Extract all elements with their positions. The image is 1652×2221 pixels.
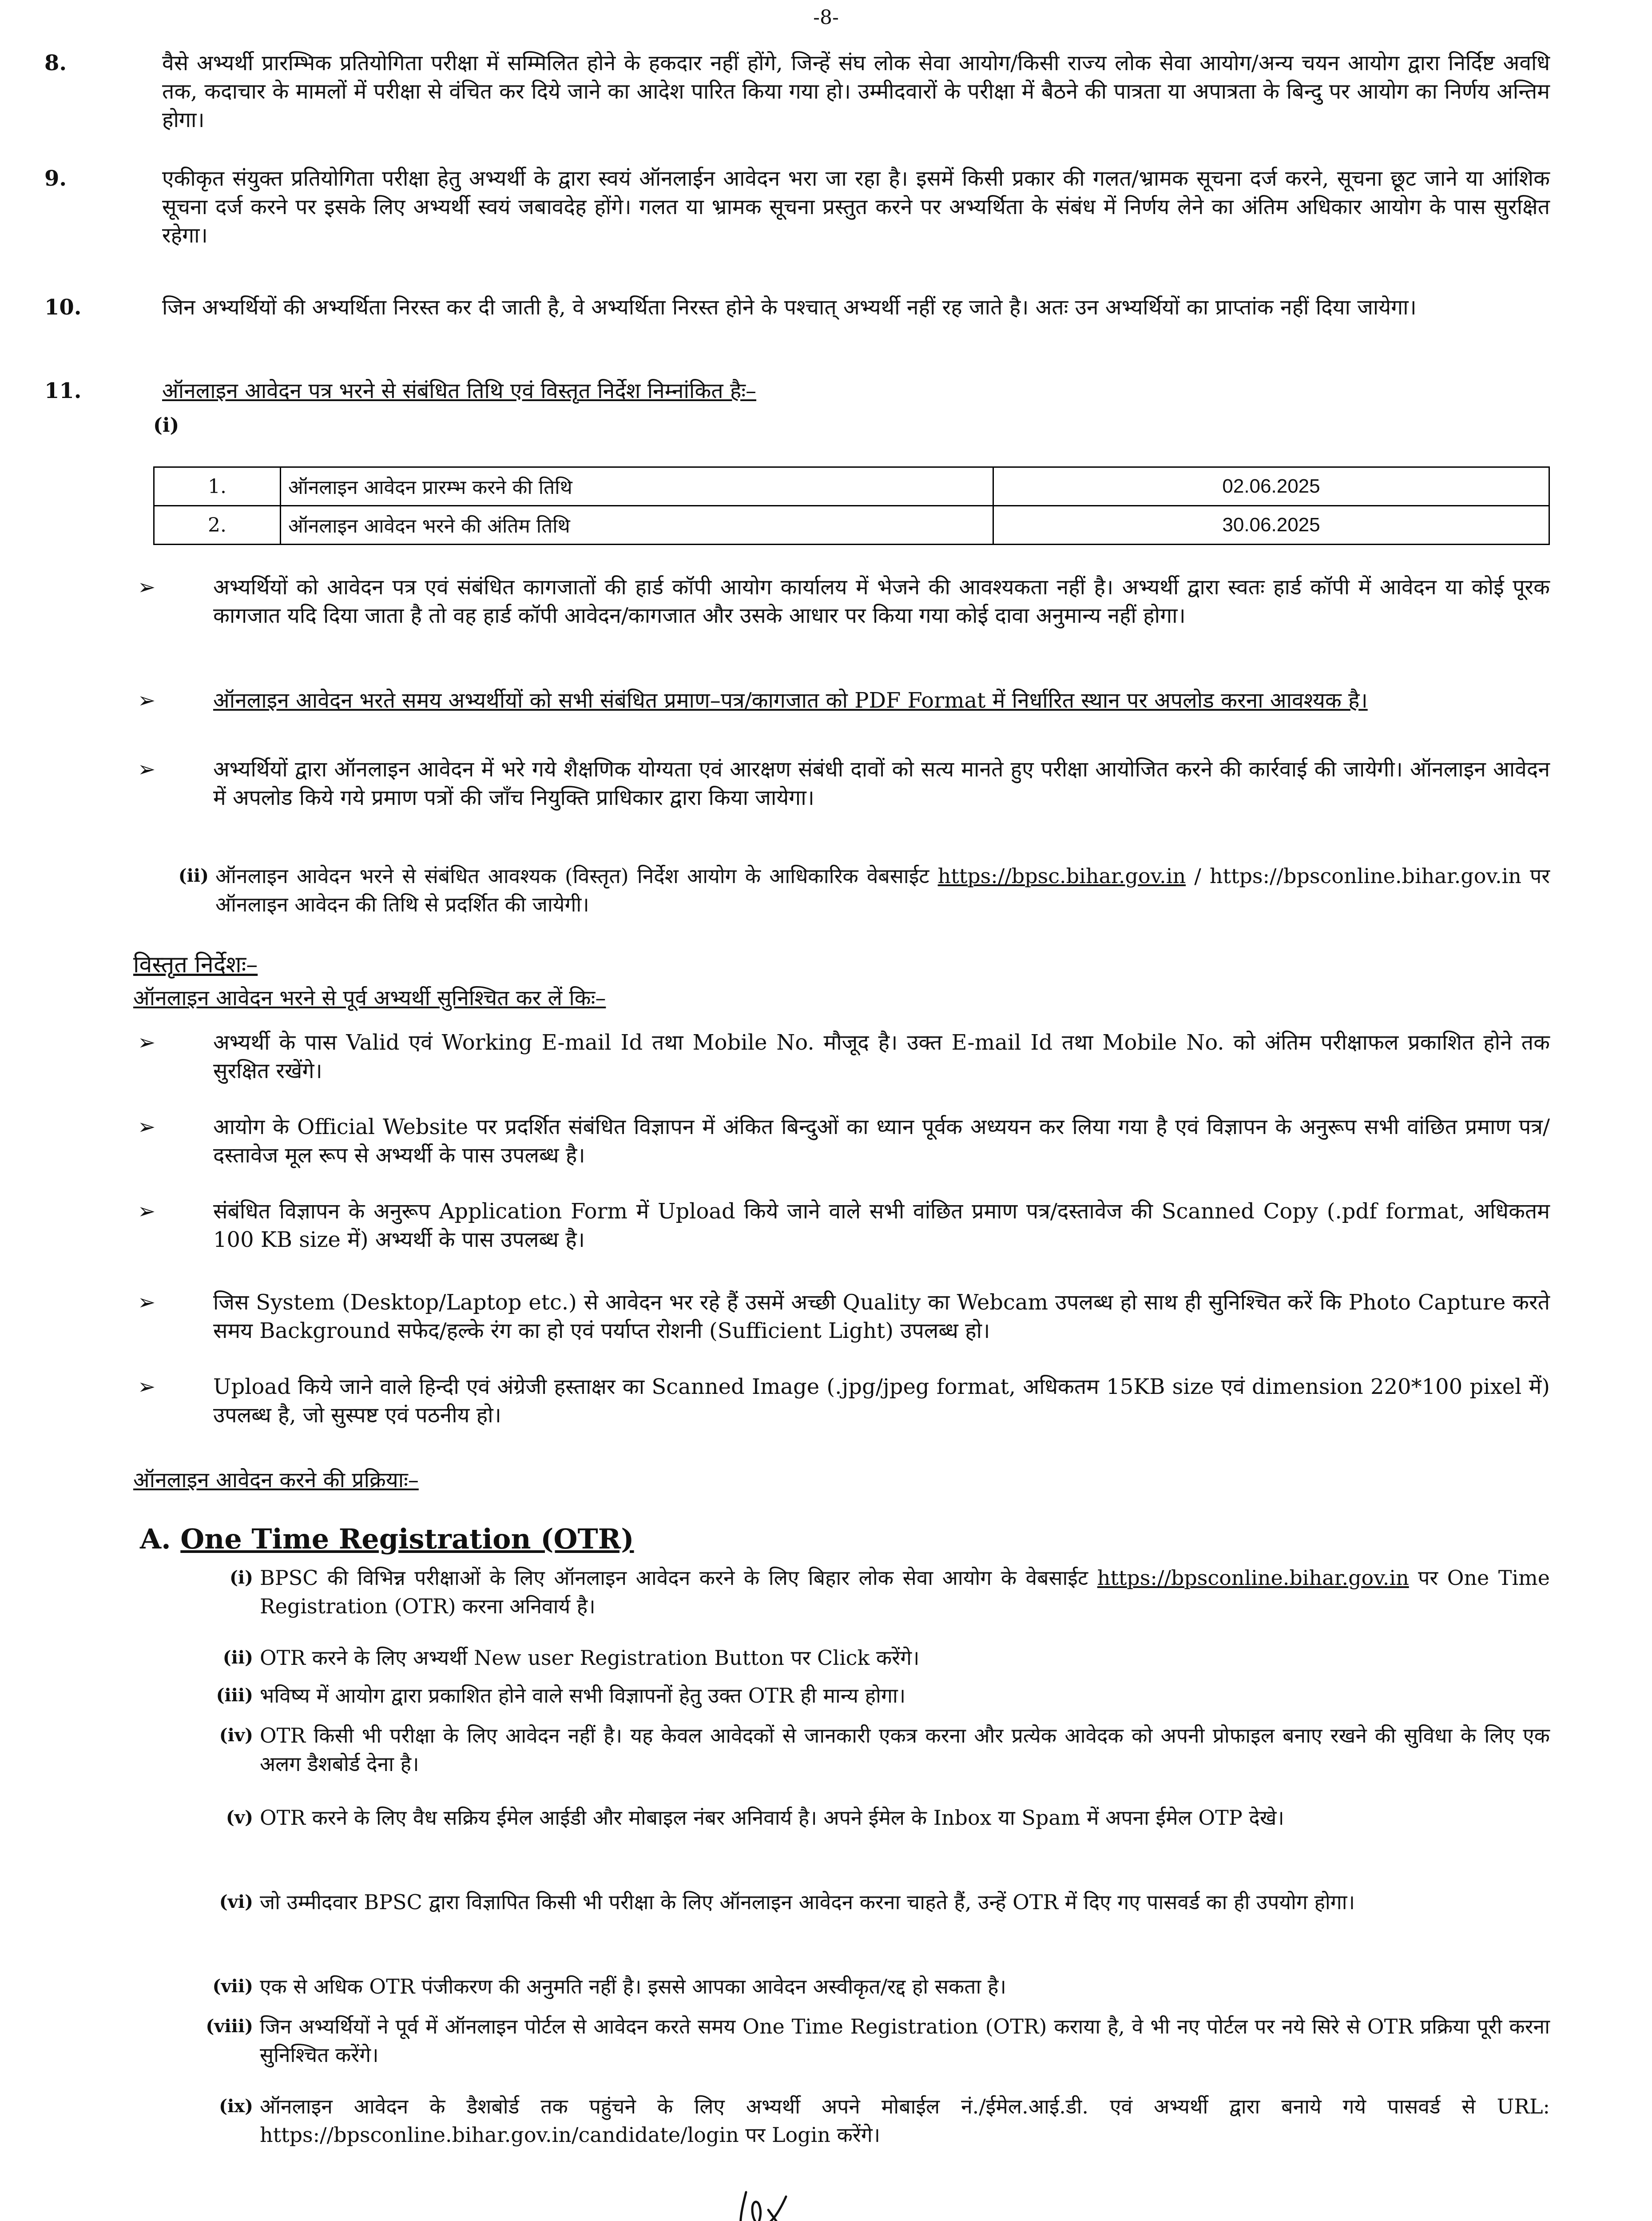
section-title: One Time Registration (OTR) [180, 1523, 634, 1555]
otr-item [191, 1888, 1550, 1916]
item-label: (iv) [219, 1725, 253, 1746]
otr-item [191, 1721, 1550, 1778]
item-label: (i) [229, 1567, 253, 1588]
otr-item [191, 1644, 1550, 1672]
process-heading: ऑनलाइन आवेदन करने की प्रक्रियाः– [133, 1468, 419, 1493]
item-label: (vii) [212, 1976, 253, 1997]
arrow-bullet-icon: ➢ [138, 1374, 156, 1399]
otr-item [191, 1972, 1550, 2001]
bullet-item [138, 1113, 1550, 1170]
table-row [154, 467, 1549, 506]
date-cell: 02.06.2025 [993, 467, 1549, 506]
paragraph-text: जिन अभ्यर्थियों की अभ्यर्थिता निरस्त कर दी जाती है, वे अभ्यर्थिता निरस्त होने के पश्चात् अभ्यर्थी नहीं रह जाते है। अतः उन अभ्यर्थियों का प्राप्तांक नहीं दिया जायेगा। [162, 295, 1417, 320]
dates-table [153, 466, 1550, 545]
bullet-text: Upload किये जाने वाले हिन्दी एवं अंग्रेजी हस्ताक्षर का Scanned Image (.jpg/jpeg format, अधिकतम 15KB size एवं dimension 220*100 pixel में) उपलब्ध है, जो सुस्पष्ट एवं पठनीय हो। [213, 1374, 1550, 1428]
item-text [215, 862, 1550, 919]
paragraph-number: 9. [44, 166, 67, 191]
bullet-item [138, 1028, 1550, 1085]
bpsc-website-link[interactable]: https://bpsc.bihar.gov.in [937, 864, 1186, 888]
item-label: (viii) [206, 2016, 253, 2037]
bullet-text: ऑनलाइन आवेदन भरते समय अभ्यर्थीयों को सभी संबंधित प्रमाण–पत्र/कागजात को PDF Format में निर्धारित स्थान पर अपलोड करना आवश्यक है। [213, 688, 1368, 713]
section-letter: A. [140, 1523, 171, 1555]
item-text: भविष्य में आयोग द्वारा प्रकाशित होने वाले सभी विज्ञापनों हेतु उक्त OTR ही मान्य होगा। [260, 1684, 906, 1708]
item-text: जिन अभ्यर्थियों ने पूर्व में ऑनलाइन पोर्टल से आवेदन करते समय One Time Registration (OTR) कराया है, वे भी नए पोर्टल पर नये सिरे से OTR प्रक्रिया पूरी करना सुनिश्चित करेंगे। [260, 2014, 1550, 2067]
signature-initials [728, 2183, 799, 2221]
bpsc-online-link[interactable]: https://bpsconline.bihar.gov.in [1097, 1566, 1409, 1590]
ensure-heading: ऑनलाइन आवेदन भरने से पूर्व अभ्यर्थी सुनिश्चित कर लें किः– [133, 986, 606, 1011]
item-text: OTR करने के लिए वैध सक्रिय ईमेल आईडी और मोबाइल नंबर अनिवार्य है। अपने ईमेल के Inbox या Spam में अपना ईमेल OTP देखे। [260, 1806, 1284, 1830]
page-number: -8- [813, 6, 839, 29]
sub-label: (i) [153, 414, 179, 437]
otr-item [191, 2012, 1550, 2069]
label-cell: ऑनलाइन आवेदन भरने की अंतिम तिथि [281, 506, 993, 545]
item-text-part: पर ऑनलाइन आवेदन की तिथि से प्रदर्शित की जायेगी। [215, 864, 1550, 916]
otr-item [191, 1564, 1550, 1620]
serial-cell: 2. [154, 506, 281, 545]
bullet-text: जिस System (Desktop/Laptop etc.) से आवेदन भर रहे हैं उसमें अच्छी Quality का Webcam उपलब्ध हो साथ ही सुनिश्चित करें कि Photo Capture करते समय Background सफेद/हल्के रंग का हो एवं पर्याप्त रोशनी (Sufficient Light) उपलब्ध हो। [213, 1290, 1550, 1343]
date-cell: 30.06.2025 [993, 506, 1549, 545]
item-label: (ix) [219, 2096, 253, 2117]
paragraph-9 [44, 164, 1550, 250]
arrow-bullet-icon: ➢ [138, 1199, 156, 1224]
paragraph-text: वैसे अभ्यर्थी प्रारम्भिक प्रतियोगिता परीक्षा में सम्मिलित होने के हकदार नहीं होंगे, जिन्हें संघ लोक सेवा आयोग/किसी राज्य लोक सेवा आयोग/अन्य चयन आयोग द्वारा निर्दिष्ट अवधि तक, कदाचार के मामलों में परीक्षा से वंचित कर दिये जाने का आदेश पारित किया गया हो। उम्मीदवारों के परीक्षा में बैठने की पात्रता या अपात्रता के बिन्दु पर आयोग का निर्णय अन्तिम होगा। [162, 51, 1550, 132]
bullet-item [138, 1373, 1550, 1429]
arrow-bullet-icon: ➢ [138, 575, 156, 600]
table-row [154, 506, 1549, 545]
item-label: (ii) [222, 1647, 253, 1668]
bpsc-online-link[interactable]: https://bpsconline.bihar.gov.in [1209, 864, 1521, 888]
arrow-bullet-icon: ➢ [138, 688, 156, 713]
link-separator: / [1194, 864, 1201, 888]
item-text: OTR करने के लिए अभ्यर्थी New user Registration Button पर Click करेंगे। [260, 1646, 920, 1670]
bullet-item [138, 1197, 1550, 1254]
item-text-part: ऑनलाइन आवेदन भरने से संबंधित आवश्यक (विस्तृत) निर्देश आयोग के आधिकारिक वेबसाईट [215, 864, 929, 888]
bullet-text: अभ्यर्थी के पास Valid एवं Working E-mail Id तथा Mobile No. मौजूद है। उक्त E-mail Id तथा Mobile No. को अंतिम परीक्षाफल प्रकाशित होने तक सुरक्षित रखेंगे। [213, 1030, 1550, 1083]
item-label: (ii) [178, 865, 209, 886]
bullet-item [138, 755, 1550, 812]
paragraph-8 [44, 49, 1550, 134]
bullet-text: संबंधित विज्ञापन के अनुरूप Application Form में Upload किये जाने वाले सभी वांछित प्रमाण पत्र/दस्तावेज की Scanned Copy (.pdf format, अधिकतम 100 KB size में) अभ्यर्थी के पास उपलब्ध है। [213, 1199, 1550, 1252]
bullet-text: अभ्यर्थियों को आवेदन पत्र एवं संबंधित कागजातों की हार्ड कॉपी आयोग कार्यालय में भेजने की आवश्यकता नहीं है। अभ्यर्थी द्वारा स्वतः हार्ड कॉपी में आवेदन या कोई पूरक कागजात यदि दिया जाता है तो वह हार्ड कॉपी आवेदन/कागजात और उसके आधार पर किया गया कोई दावा अनुमान्य नहीं होगा। [213, 575, 1550, 628]
item-text-part: पर One Time Registration (OTR) करना अनिवार्य है। [260, 1566, 1550, 1618]
item-label: (iii) [216, 1685, 253, 1706]
instruction-ii [147, 862, 1550, 919]
heading-text: ऑनलाइन आवेदन पत्र भरने से संबंधित तिथि एवं विस्तृत निर्देश निम्नांकित हैः– [162, 378, 757, 403]
item-text [260, 1564, 1550, 1620]
arrow-bullet-icon: ➢ [138, 1290, 156, 1315]
bullet-text: आयोग के Official Website पर प्रदर्शित संबंधित विज्ञापन में अंकित बिन्दुओं का ध्यान पूर्वक अध्ययन कर लिया गया है एवं विज्ञापन के अनुरूप सभी वांछित प्रमाण पत्र/दस्तावेज मूल रूप से अभ्यर्थी के पास उपलब्ध है। [213, 1114, 1550, 1168]
item-text: एक से अधिक OTR पंजीकरण की अनुमति नहीं है। इससे आपका आवेदन अस्वीकृत/रद्द हो सकता है। [260, 1974, 1006, 1998]
item-text: ऑनलाइन आवेदन के डैशबोर्ड तक पहुंचने के लिए अभ्यर्थी अपने मोबाईल नं./ईमेल.आई.डी. एवं अभ्यर्थी द्वारा बनाये गये पासवर्ड से URL: https://bpsconline.bihar.gov.in/candidate/login पर Login करेंगे। [260, 2094, 1550, 2147]
item-text: OTR किसी भी परीक्षा के लिए आवेदन नहीं है। यह केवल आवेदकों से जानकारी एकत्र करना और प्रत्येक आवेदक को अपनी प्रोफाइल बनाए रखने की सुविधा के लिए एक अलग डैशबोर्ड देना है। [260, 1723, 1550, 1776]
arrow-bullet-icon: ➢ [138, 1030, 156, 1055]
otr-item [191, 2092, 1550, 2149]
detailed-instructions-heading: विस्तृत निर्देशः– [133, 951, 258, 978]
label-cell: ऑनलाइन आवेदन प्रारम्भ करने की तिथि [281, 467, 993, 506]
bullet-item [138, 1288, 1550, 1345]
bullet-text: अभ्यर्थियों द्वारा ऑनलाइन आवेदन में भरे गये शैक्षणिक योग्यता एवं आरक्षण संबंधी दावों को सत्य मानते हुए परीक्षा आयोजित करने की कार्रवाई की जायेगी। ऑनलाइन आवेदन में अपलोड किये गये प्रमाण पत्रों की जाँच नियुक्ति प्राधिकार द्वारा किया जायेगा। [213, 757, 1550, 810]
paragraph-text: एकीकृत संयुक्त प्रतियोगिता परीक्षा हेतु अभ्यर्थी के द्वारा स्वयं ऑनलाईन आवेदन भरा जा रहा है। इसमें किसी प्रकार की गलत/भ्रामक सूचना दर्ज करने, सूचना छूट जाने या आंशिक सूचना दर्ज करने पर इसके लिए अभ्यर्थी स्वयं जबावदेह होंगे। गलत या भ्रामक सूचना प्रस्तुत करने पर अभ्यर्थिता के संबंध में निर्णय लेने का अंतिम अधिकार आयोग के पास सुरक्षित रहेगा। [162, 166, 1550, 248]
otr-item [191, 1803, 1550, 1832]
paragraph-number: 10. [44, 295, 82, 320]
paragraph-number: 8. [44, 51, 67, 76]
item-label: (vi) [219, 1891, 253, 1912]
otr-item [191, 1681, 1550, 1710]
bullet-item [138, 686, 1550, 715]
arrow-bullet-icon: ➢ [138, 1114, 156, 1139]
paragraph-10 [44, 293, 1550, 322]
item-text: जो उम्मीदवार BPSC द्वारा विज्ञापित किसी भी परीक्षा के लिए ऑनलाइन आवेदन करना चाहते हैं, उन्हें OTR में दिए गए पासवर्ड का ही उपयोग होगा। [260, 1890, 1355, 1914]
arrow-bullet-icon: ➢ [138, 757, 156, 782]
item-text-part: BPSC की विभिन्न परीक्षाओं के लिए ऑनलाइन आवेदन करने के लिए बिहार लोक सेवा आयोग के वेबसाईट [260, 1566, 1088, 1590]
paragraph-number: 11. [44, 378, 82, 403]
paragraph-11-heading [44, 377, 756, 405]
serial-cell: 1. [154, 467, 281, 506]
bullet-item [138, 573, 1550, 630]
item-label: (v) [226, 1807, 253, 1828]
section-a-heading [140, 1524, 634, 1555]
